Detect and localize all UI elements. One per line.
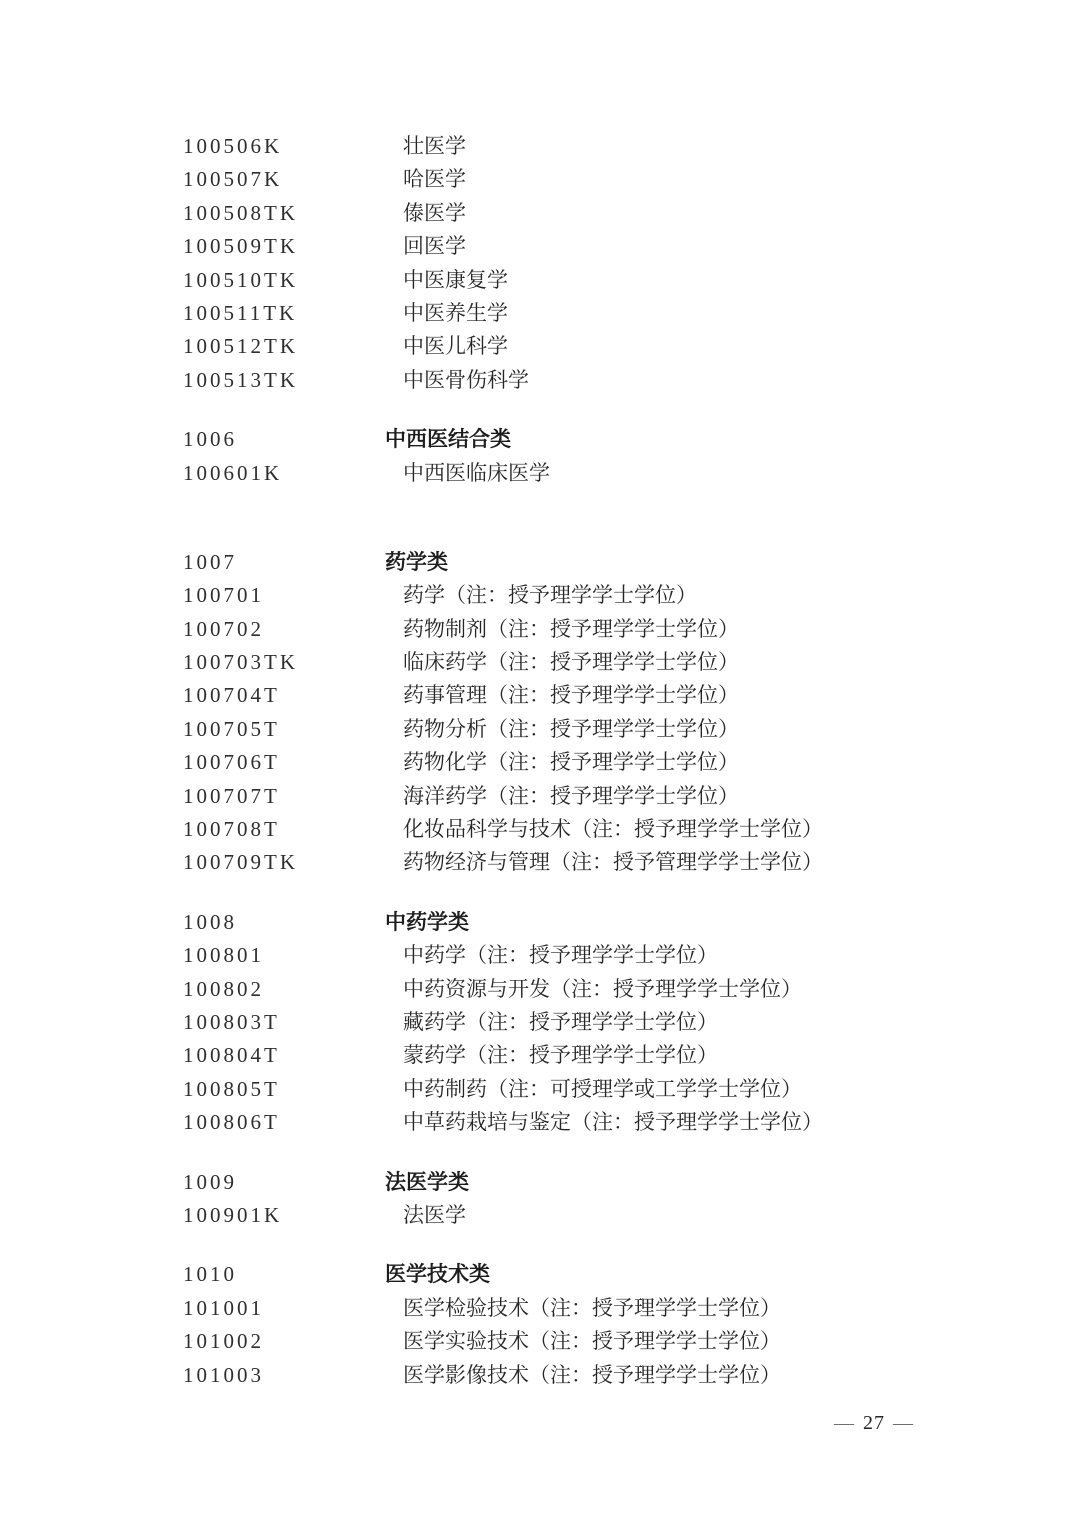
major-code: 100806T — [183, 1110, 280, 1135]
major-name: 蒙药学（注：授予理学学士学位） — [403, 1043, 718, 1068]
category-name: 中西医结合类 — [385, 427, 511, 452]
category-section — [183, 906, 823, 1140]
major-row — [183, 1199, 823, 1232]
major-code: 100802 — [183, 976, 264, 1001]
major-code: 100513TK — [183, 367, 298, 392]
major-name: 药物分析（注：授予理学学士学位） — [403, 716, 739, 741]
major-code: 100707T — [183, 783, 280, 808]
category-code: 1010 — [183, 1262, 237, 1287]
major-code: 100510TK — [183, 267, 298, 292]
major-row — [183, 1073, 823, 1106]
major-name: 壮医学 — [403, 134, 466, 158]
category-header-row — [183, 1166, 823, 1199]
major-code: 100801 — [183, 943, 264, 968]
major-row — [183, 264, 823, 297]
major-code: 100706T — [183, 750, 280, 775]
major-row — [183, 579, 823, 612]
major-row — [183, 163, 823, 196]
major-row — [183, 846, 823, 879]
major-row — [183, 746, 823, 779]
major-row — [183, 230, 823, 263]
major-name: 哈医学 — [403, 167, 466, 192]
major-name: 中医养生学 — [403, 300, 508, 325]
major-name: 中药资源与开发（注：授予理学学士学位） — [403, 976, 802, 1001]
major-name: 药物经济与管理（注：授予管理学学士学位） — [403, 850, 823, 875]
major-code: 100701 — [183, 583, 264, 608]
major-code: 100704T — [183, 683, 280, 708]
major-code: 100803T — [183, 1009, 280, 1034]
major-row — [183, 939, 823, 972]
category-name: 医学技术类 — [385, 1262, 490, 1287]
category-code: 1008 — [183, 909, 237, 934]
major-code: 100511TK — [183, 300, 298, 325]
major-name: 化妆品科学与技术（注：授予理学学士学位） — [403, 817, 823, 842]
major-code: 101003 — [183, 1362, 264, 1387]
major-row — [183, 1325, 823, 1358]
major-row — [183, 713, 823, 746]
major-code: 100601K — [183, 460, 283, 485]
major-code: 100703TK — [183, 650, 298, 675]
category-header-row — [183, 1258, 823, 1291]
category-section — [183, 1166, 823, 1233]
major-name: 中西医临床医学 — [403, 460, 550, 485]
major-code: 100702 — [183, 616, 264, 641]
major-row — [183, 780, 823, 813]
major-code: 101001 — [183, 1295, 264, 1320]
major-name: 法医学 — [403, 1202, 466, 1227]
footer-dash-right: — — [893, 1412, 914, 1434]
major-row — [183, 330, 823, 363]
major-row — [183, 646, 823, 679]
major-code: 100901K — [183, 1202, 283, 1227]
major-row — [183, 457, 823, 490]
major-name: 临床药学（注：授予理学学士学位） — [403, 650, 739, 675]
category-header-row — [183, 546, 823, 579]
major-row — [183, 1359, 823, 1392]
major-code: 100804T — [183, 1043, 280, 1068]
major-code: 100705T — [183, 716, 280, 741]
major-name: 海洋药学（注：授予理学学士学位） — [403, 783, 739, 808]
major-row — [183, 1292, 823, 1325]
major-code: 100512TK — [183, 334, 298, 359]
category-section — [183, 546, 823, 880]
major-row — [183, 197, 823, 230]
major-name: 医学检验技术（注：授予理学学士学位） — [403, 1295, 781, 1320]
page-footer — [826, 1411, 922, 1435]
major-code: 100506K — [183, 134, 283, 158]
major-code: 101002 — [183, 1329, 264, 1354]
major-row — [183, 1039, 823, 1072]
major-row — [183, 297, 823, 330]
major-name: 医学实验技术（注：授予理学学士学位） — [403, 1329, 781, 1354]
major-row — [183, 364, 823, 397]
major-row — [183, 813, 823, 846]
category-header-row — [183, 906, 823, 939]
major-code: 100708T — [183, 817, 280, 842]
major-name: 药物制剂（注：授予理学学士学位） — [403, 616, 739, 641]
document-body — [183, 130, 823, 1392]
major-name: 傣医学 — [403, 200, 466, 225]
category-section — [183, 130, 823, 397]
major-row — [183, 973, 823, 1006]
major-name: 药事管理（注：授予理学学士学位） — [403, 683, 739, 708]
major-row — [183, 1006, 823, 1039]
major-name: 藏药学（注：授予理学学士学位） — [403, 1009, 718, 1034]
major-code: 100709TK — [183, 850, 298, 875]
category-code: 1006 — [183, 427, 237, 452]
category-name: 法医学类 — [385, 1169, 469, 1194]
major-name: 回医学 — [403, 234, 466, 259]
major-name: 药学（注：授予理学学士学位） — [403, 583, 697, 608]
major-name: 药物化学（注：授予理学学士学位） — [403, 750, 739, 775]
major-name: 中药学（注：授予理学学士学位） — [403, 943, 718, 968]
major-name: 中草药栽培与鉴定（注：授予理学学士学位） — [403, 1110, 823, 1135]
major-name: 中医康复学 — [403, 267, 508, 292]
major-code: 100509TK — [183, 234, 298, 259]
page-number: 27 — [863, 1412, 885, 1434]
major-row — [183, 1106, 823, 1139]
category-code: 1007 — [183, 549, 237, 574]
category-name: 药学类 — [385, 549, 448, 574]
major-row — [183, 613, 823, 646]
footer-dash-left: — — [834, 1412, 855, 1434]
major-code: 100805T — [183, 1076, 280, 1101]
category-name: 中药学类 — [385, 909, 469, 934]
major-name: 中医骨伤科学 — [403, 367, 529, 392]
major-name: 中医儿科学 — [403, 334, 508, 359]
major-code: 100508TK — [183, 200, 298, 225]
category-code: 1009 — [183, 1169, 237, 1194]
major-code: 100507K — [183, 167, 283, 192]
major-name: 医学影像技术（注：授予理学学士学位） — [403, 1362, 781, 1387]
major-name: 中药制药（注：可授理学或工学学士学位） — [403, 1076, 802, 1101]
major-row — [183, 130, 823, 163]
major-row — [183, 679, 823, 712]
category-section — [183, 1258, 823, 1392]
category-header-row — [183, 423, 823, 456]
category-section — [183, 423, 823, 490]
